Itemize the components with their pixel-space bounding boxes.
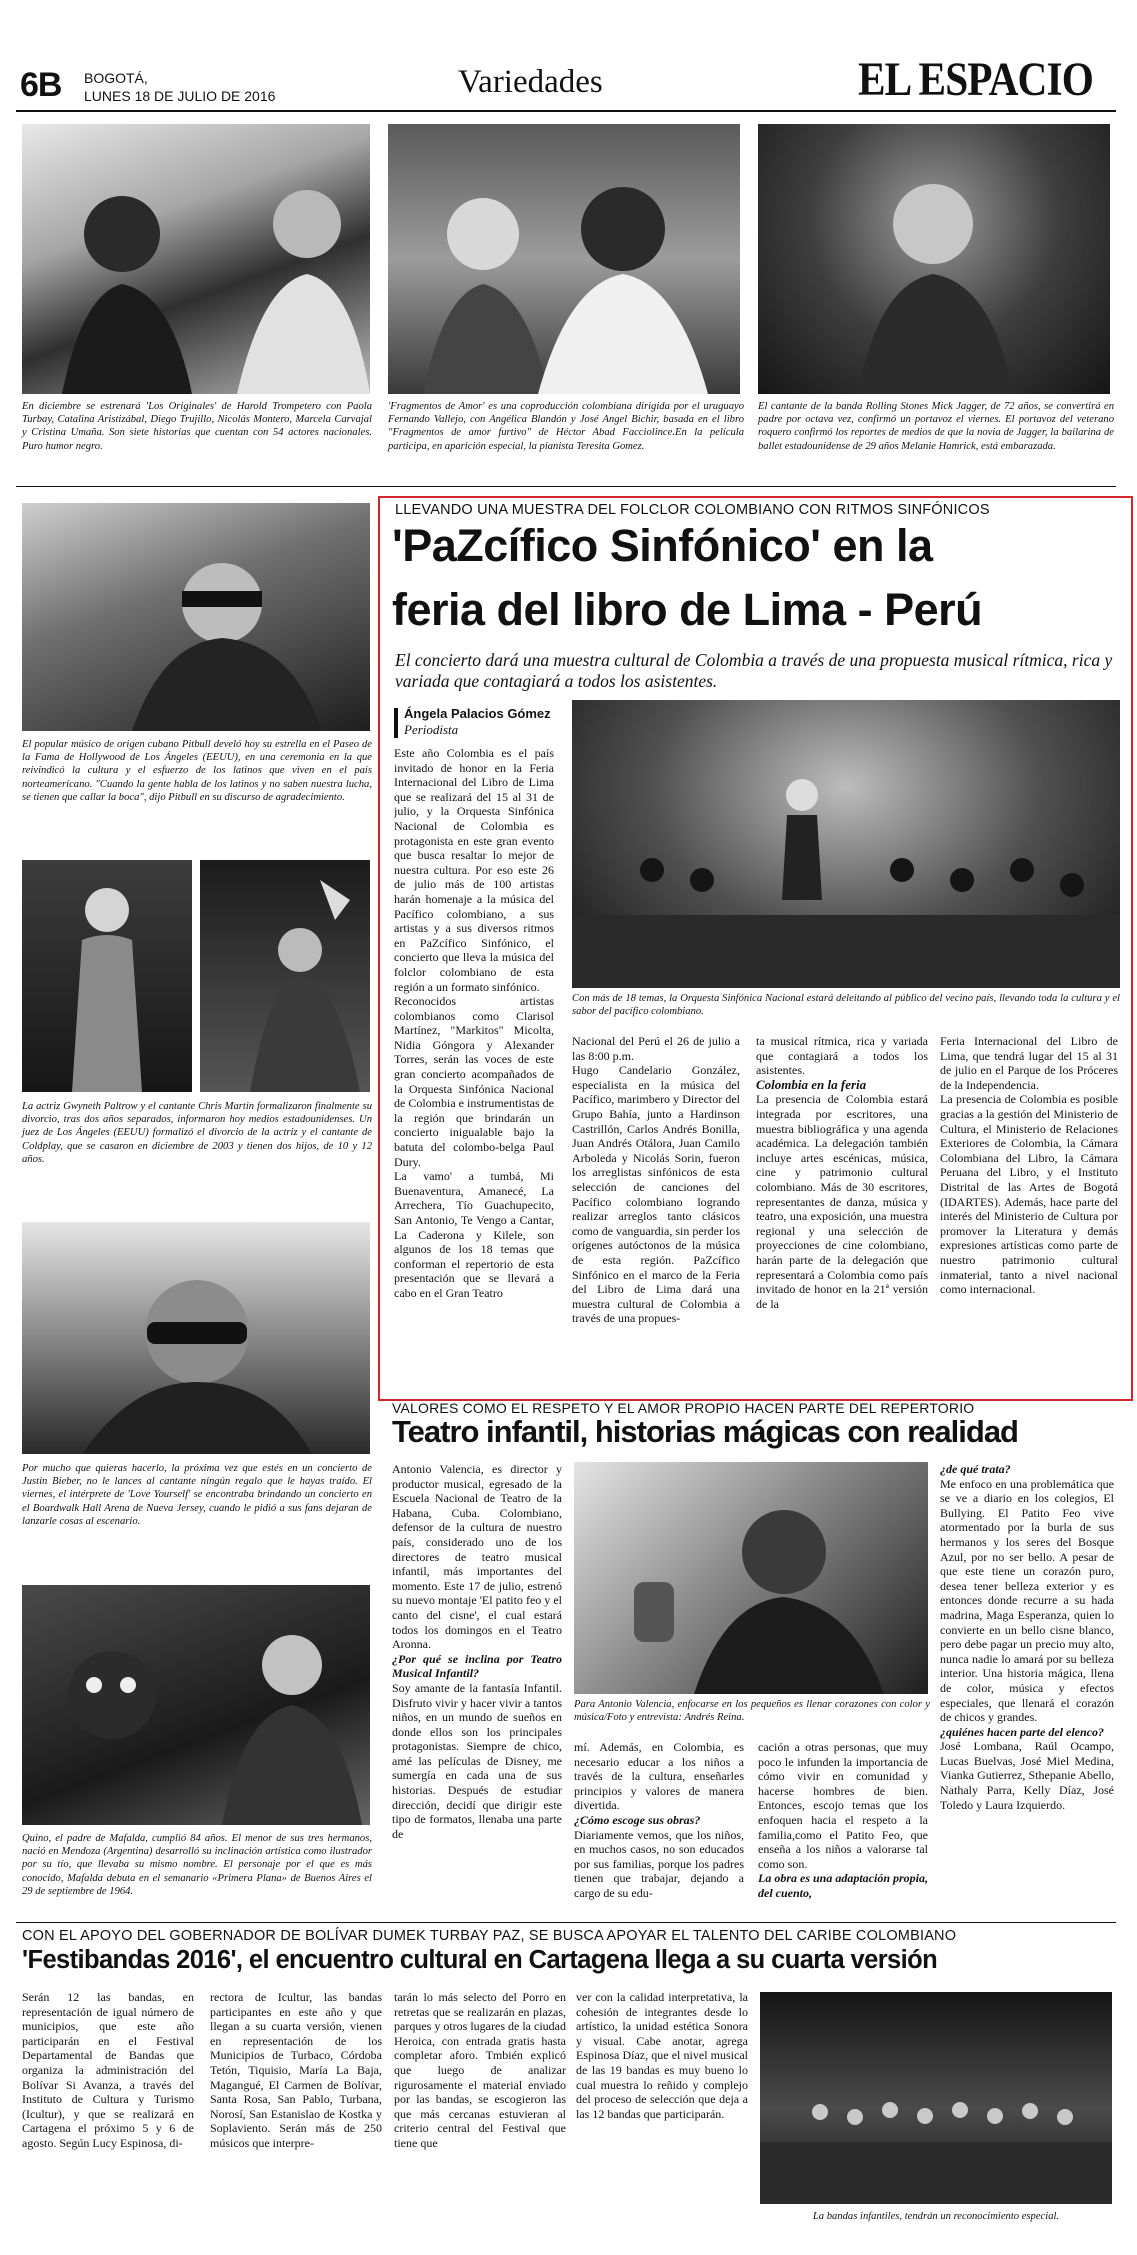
dateline-city: BOGOTÁ, (84, 70, 148, 86)
festi-rule (16, 1922, 1116, 1923)
teatro-col2-p1: mí. Además, en Colombia, es necesario educar a los niños a través de la cultura, enseñarles principios y valores de manera divertida. (574, 1740, 744, 1813)
photo-orquesta-sinfonica (572, 700, 1120, 988)
teatro-subhead-como-escoge: ¿Cómo escoge sus obras? (574, 1812, 701, 1827)
photo-fragmentos-de-amor (388, 124, 740, 394)
teatro-column-3 (758, 1740, 928, 1916)
feature-kicker: LLEVANDO UNA MUESTRA DEL FOLCLOR COLOMBIANO CON RITMOS SINFÓNICOS (395, 502, 990, 518)
caption-bandas: La bandas infantiles, tendrán un reconocimiento especial. (812, 2211, 1060, 2222)
teatro-col2-p2: Diariamente vemos, que los niños, en muchos casos, no son educados por sus familias, porque los padres tienen que trabajar, dejando a cargo de su edu- (574, 1827, 744, 1900)
section-title: Variedades (458, 64, 603, 100)
feature-col3-p1: ta musical rítmica, rica y variada que contagiará a todos los asistentes. (756, 1034, 928, 1078)
photo-justin-bieber (22, 1222, 370, 1454)
feature-deck: El concierto dará una muestra cultural de Colombia a través de una propuesta musical rítmica, rica y variada que contagiará a todos los asistentes. (395, 650, 1113, 691)
caption-antonio-valencia: Para Antonio Valencia, enfocarse en los pequeños es llenar corazones con color y música/Foto y entrevista: Andrés Reina. (574, 1699, 930, 1724)
caption-quino: Quino, el padre de Mafalda, cumplió 84 años. El menor de sus tres hermanos, nació en Mendoza (Argentina) desarrolló su inclinación artística como ilustrador por su tío, que llevaba su mismo nombre. El personaje por el que es más conocido, Mafalda debuta en el semanario «Primera Plana» de Buenos Aires el 29 de septiembre de 1964. (22, 1833, 372, 1897)
feature-title-line2: feria del libro de Lima - Perú (392, 584, 983, 635)
feature-subhead-colombia: Colombia en la feria (756, 1076, 867, 1092)
teatro-col4-p1: Me enfoco en una problemática que se ve a diario en los colegios, El Bullying. El Patito Feo vive atormentado por la burla de sus hermanos y los seres del Bosque Azul, por no ser bello. A pesar de que este tiene un corazón puro, desea tener belleza exterior y es entonces donde recurre a su hada madrina, Maga Esperanza, quien lo convierte en un bello cisne blanco, pero debe pagar un precio muy alto, nunca nadie lo amará por su belleza interior. Una historia mágica, llena de color, música y efectos especiales, que llenará el corazón de chicos y grandes. (940, 1476, 1114, 1725)
teatro-subhead-elenco: ¿quiénes hacen parte del elenco? (940, 1724, 1104, 1739)
festi-column-3: tarán lo más selecto del Porro en retretas que se realizarán en plazas, parques y otros lugares de la ciudad Heroica, con entrada gratis hasta completar aforo. Tmbién explicó que luego de analizar rigurosamente el material enviado por las bandas, se escogieron las que más cercanas estuvieran al criterio central del Festival que tiene que (394, 1990, 566, 2150)
festi-kicker: CON EL APOYO DEL GOBERNADOR DE BOLÍVAR DUMEK TURBAY PAZ, SE BUSCA APOYAR EL TALENTO DEL CARIBE COLOMBIANO (22, 1928, 957, 1944)
teatro-column-2 (574, 1740, 744, 1916)
teatro-col3-p1: cación a otras personas, que muy poco le infunden la importancia de cómo vivir en comunidad y hacerse hombres de bien. Entonces, escojo temas que los enfoquen hacia el respeto a la familia,como el Patito Feo, que enseña a los niños a valorarse tal como son. (758, 1740, 928, 1871)
feature-col1-p1: Este año Colombia es el país invitado de honor en la Feria Internacional del Libro de Lima que se realizará del 15 al 31 de julio, y la Orquesta Sinfónica Nacional de Colombia es protagonista en este gran evento que busca resaltar lo mejor de nuestra cultura. Por eso este 26 de julio más de 100 artistas harán homenaje a la música del Pacífico colombiano, a sus artistas y a sus diversos ritmos en PaZcífico Sinfónico, el concierto que lleva la música del folclor colombiano de esta región a un formato sinfónico. (394, 746, 554, 994)
header-rule (16, 110, 1116, 112)
photo-quino-mafalda (22, 1585, 370, 1825)
feature-author-role: Periodista (404, 722, 459, 737)
teatro-column-1 (392, 1462, 562, 1914)
photo-los-originales (22, 124, 370, 394)
caption-pitbull: El popular músico de origen cubano Pitbull develó hoy su estrella en el Paseo de la Fama de Hollywood de Los Ángeles (EEUU), en una ceremonia en la que reivindicó la cultura y el esfuerzo de los latinos que viven en el país norteamericano. "Cuando la gente habla de los latinos y no saben nuestra lucha, se tienen que callar la boca", dijo Pitbull en su discurso de agradecimiento. (22, 739, 372, 803)
feature-col1-p3: La vamo' a tumbá, Mi Buenaventura, Amanecé, La Arrechera, Tío Guachupecito, San Antonio, Te Vengo a Cantar, La Caderona y Kilele, son algunos de los 18 temas que conforman el repertorio de esta presentación que se llevará a cabo en el Gran Teatro (394, 1169, 554, 1300)
author-bar (394, 708, 398, 738)
photo-mick-jagger (758, 124, 1110, 394)
teatro-col1-p1: Antonio Valencia, es director y productor musical, egresado de la Escuela Nacional de Teatro de la Habana, Cuba. Colombiano, defensor de la cultura de nuestro país, considerado uno de los directores de teatro musical infantil, más importantes del momento. Este 17 de julio, estrenó su nuevo montaje 'El patito feo y el canto del cisne', el cual estará todos los domingos en el Teatro Aronna. (392, 1462, 562, 1652)
festi-title: 'Festibandas 2016', el encuentro cultural en Cartagena llega a su cuarta versión (22, 1946, 938, 1974)
teatro-subhead-por-que: ¿Por qué se inclina por Teatro Musical Infantil? (392, 1651, 562, 1681)
photo-chris-martin (200, 860, 370, 1092)
caption-justin-bieber: Por mucho que quieras hacerlo, la próxima vez que estés en un concierto de Justin Bieber, no le lances al cantante ningún regalo que le hayas traído. El viernes, el intérprete de 'Love Yourself' se encontraba brindando un concierto en el Boardwalk Hall Arena de Nueva Jersey, cuando le pidió a sus fans dejaran de lanzarle cosas al escenario. (22, 1463, 372, 1527)
photo-bandas-infantiles (760, 1992, 1112, 2204)
teatro-kicker: VALORES COMO EL RESPETO Y EL AMOR PROPIO HACEN PARTE DEL REPERTORIO (392, 1400, 975, 1416)
feature-col4-p1: Feria Internacional del Libro de Lima, que tendrá lugar del 15 al 31 de julio en el Parque de los Próceres de la Independencia. (940, 1034, 1118, 1092)
feature-col2-p2: Hugo Candelario González, especialista en la música del Pacífico, marimbero y Director del Grupo Bahía, junto a Hardinson Castrillón, Carlos Andrés Bonilla, Juan Andrés Otálora, Juan Camilo Arboleda y Nicolás Sorin, fueron los arreglistas sinfónicos de esta selección de canciones del Pacífico colombiano logrando realizar arreglos tanto clásicos como de vanguardia, sin perder los orígenes autóctonos de la música de esta región. PaZcífico Sinfónico en el marco de la Feria del Libro de Lima dará una muestra cultural de Colombia a través de una propues- (572, 1063, 740, 1326)
teatro-subhead-de-que-trata: ¿de qué trata? (940, 1462, 1011, 1476)
dateline-date: LUNES 18 DE JULIO DE 2016 (84, 88, 276, 104)
caption-los-originales: En diciembre se estrenará 'Los Originales' de Harold Trompetero con Paola Turbay, Catalina Aristizábal, Diego Trujillo, Nicolás Montero, Marcela Carvajal y Cristina Umaña. Son siete historias que cuentan con 54 actores nacionales. Puro humor negro. (22, 401, 372, 452)
feature-column-3 (756, 1034, 928, 1386)
feature-title-line1: 'PaZcífico Sinfónico' en la (392, 520, 933, 571)
top-row-rule (16, 486, 1116, 487)
masthead-logo: EL ESPACIO (858, 53, 1093, 106)
caption-orquesta: Con más de 18 temas, la Orquesta Sinfónica Nacional estará deleitando al público del vecino país, llevando toda la cultura y el sabor del pacífico colombiano. (572, 993, 1120, 1018)
feature-col3-p2: La presencia de Colombia estará integrada por escritores, una muestra bibliográfica y una agenda académica. La delegación también incluye artes escénicas, música, cine y patrimonio cultural colombiano. Más de 30 escritores, representantes de danza, música y teatro, una exposición, una muestra regional y una selección de proyecciones de cine colombiano, harán parte de la delegación que representará a Colombia como país invitado de honor en la 21ª versión de la (756, 1092, 928, 1311)
photo-pitbull (22, 503, 370, 731)
feature-author: Ángela Palacios Gómez (404, 706, 551, 721)
festi-column-2: rectora de Icultur, las bandas participantes en este año y que llegan a su cuarta versión, vienen en representación de los Municipios de Turbaco, Córdoba Tetón, Tiquisio, María La Baja, Magangué, El Carmen de Bolívar, Santa Rosa, San Pablo, Turbana, Norosí, San Estanislao de Kostka y Soplaviento. Serán más de 250 músicos que interpre- (210, 1990, 382, 2150)
teatro-column-4 (940, 1462, 1114, 1916)
feature-column-4 (940, 1034, 1118, 1386)
photo-antonio-valencia (574, 1462, 928, 1694)
feature-column-1 (394, 746, 554, 1386)
caption-paltrow-martin: La actriz Gwyneth Paltrow y el cantante Chris Martin formalizaron finalmente su divorcio, tras dos años separados, informaron hoy medios estadounidenses. Un juez de Los Ángeles (EEUU) formalizó el divorcio de la actriz y el cantante de Coldplay, que se casaron en diciembre de 2003 y tienen dos hijos, de 10 y 12 años. (22, 1101, 372, 1165)
festi-column-1: Serán 12 las bandas, en representación de igual número de municipios, que este año participarán en el Festival Departamental de Bandas que organiza la administración del Bolívar Si Avanza, a través del Instituto de Cultura y Turismo (Icultur), y que se realizará en Cartagena el próximo 5 y 6 de agosto. Según Lucy Espinosa, di- (22, 1990, 194, 2150)
feature-col2-p1: Nacional del Perú el 26 de julio a las 8:00 p.m. (572, 1034, 740, 1063)
teatro-subhead-adaptacion: La obra es una adaptación propia, del cuento, (758, 1871, 928, 1900)
feature-column-2 (572, 1034, 740, 1386)
teatro-title: Teatro infantil, historias mágicas con realidad (392, 1414, 1018, 1449)
teatro-col1-p2: Soy amante de la fantasía Infantil. Disfruto vivir y hacer vivir a tantos niños, en un mundo de sueños en donde ellos son los principales protagonistas. Siempre de chico, amé las películas de Disney, me sumergía en cada una de sus historias. Después de estudiar dirección, decidí que dirigir este tipo de formatos, llenaba una parte de (392, 1680, 562, 1841)
page-number: 6B (20, 66, 62, 104)
festi-column-4: ver con la calidad interpretativa, la cohesión de integrantes desde lo artístico, la unidad estética Sonora y visual. Cabe anotar, agrega Espinosa Díaz, que el nivel musical de las 19 bandas es muy bueno lo cual muestra lo reñido y complejo del proceso de selección que deja a las 12 bandas que participarán. (576, 1990, 748, 2121)
teatro-col4-p2: José Lombana, Raúl Ocampo, Lucas Buelvas, José Miel Medina, Vianka Gutierrez, Sthepanie Abello, Nathaly Parra, Kelly Díaz, José Toledo y Laura Izquierdo. (940, 1739, 1114, 1812)
caption-mick-jagger: El cantante de la banda Rolling Stones Mick Jagger, de 72 años, se convertirá en padre por octava vez, confirmó un portavoz el viernes. El portavoz del veterano roquero confirmó los reportes de medios de que la novia de Jagger, la bailarina de ballet estadounidense de 29 años Melanie Hamrick, está embarazada. (758, 401, 1114, 452)
feature-col1-p2: Reconocidos artistas colombianos como Clarisol Martínez, "Markitos" Micolta, Nidia Góngora y Alexander Torres, serán las voces de este gran concierto acompañados de la Orquesta Sinfónica Nacional de Colombia e instrumentistas de la región que brindarán un concierto inigualable bajo la batuta del colombo-belga Paul Dury. (394, 994, 554, 1169)
caption-fragmentos: 'Fragmentos de Amor' es una coproducción colombiana dirigida por el uruguayo Fernando Vallejo, con Angélica Blandón y José Angel Bichir, basada en el libro "Fragmentos de amor furtivo" de Héctor Abad Facciolince.En la película participa, en aparición especial, la pianista Teresita Gomez. (388, 401, 744, 452)
photo-gwyneth-paltrow (22, 860, 192, 1092)
feature-col4-p2: La presencia de Colombia es posible gracias a la gestión del Ministerio de Cultura, el Ministerio de Relaciones Exteriores de Colombia, la Cámara Colombiana del Libro, la Cámara Peruana del Libro, y el Instituto Distrital de las Artes de Bogotá (IDARTES). Además, hace parte del interés del Ministerio de Cultura por promover la Literatura y demás expresiones artísticas como parte de nuestro patrimonio cultural inmaterial, tanto a nivel nacional como internacional. (940, 1092, 1118, 1297)
